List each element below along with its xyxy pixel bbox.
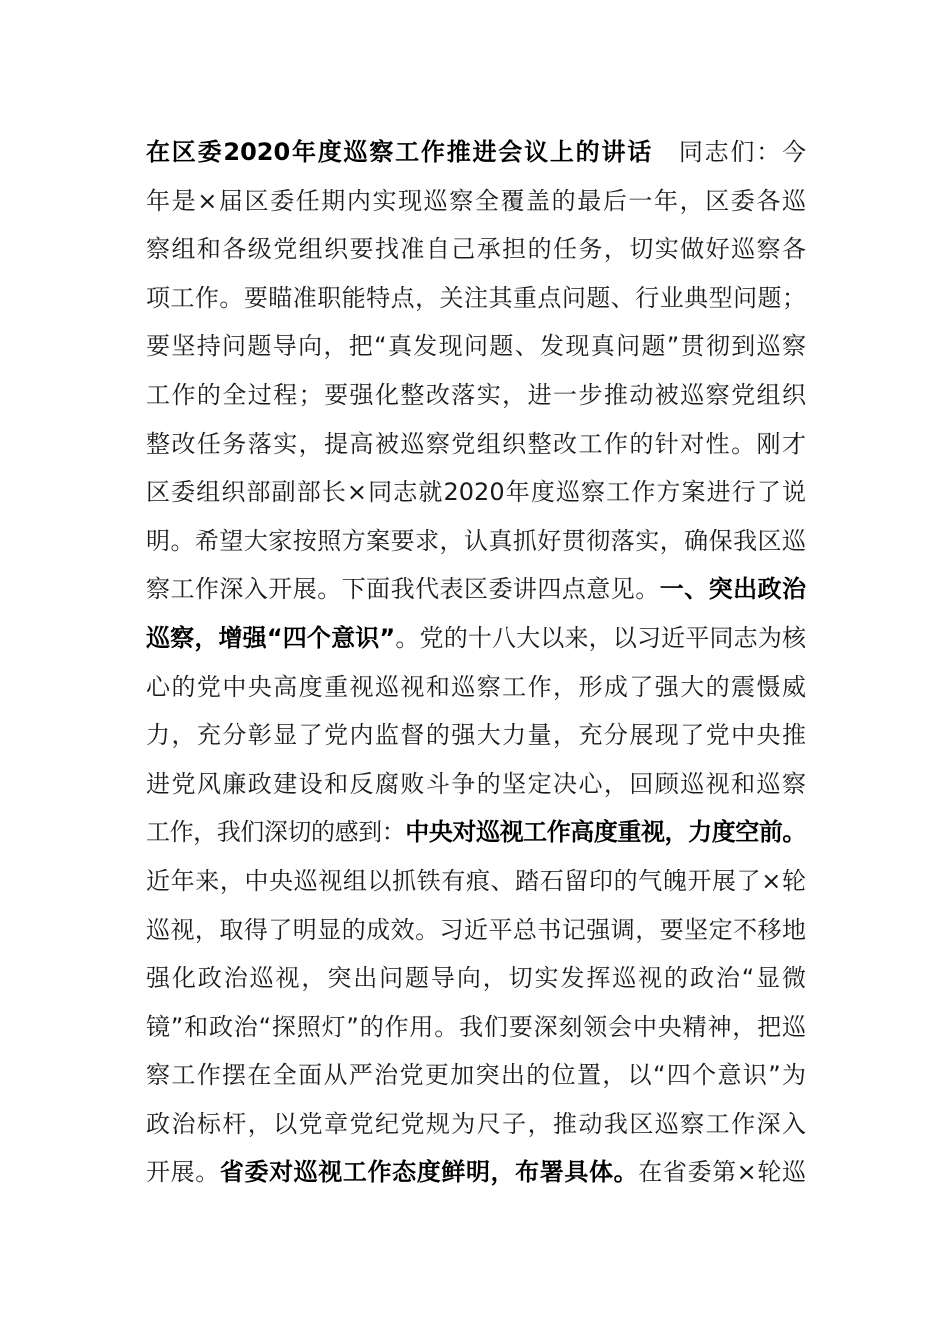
text-line (146, 322, 806, 371)
text-line (146, 1051, 806, 1100)
text-line (146, 517, 806, 566)
section-heading-1: 一、突出政治 (659, 575, 806, 604)
text-run: 明。希望大家按照方案要求，认真抓好贯彻落实，确保我区巡 (146, 526, 806, 555)
text-run: 区委组织部副部长×同志就2020年度巡察工作方案进行了说 (146, 478, 806, 507)
text-run: 政治标杆，以党章党纪党规为尺子，推动我区巡察工作深入 (146, 1109, 806, 1138)
bold-emphasis: 省委对巡视工作态度鲜明，布署具体。 (219, 1158, 639, 1187)
text-line (146, 225, 806, 274)
text-run: 心的党中央高度重视巡视和巡察工作，形成了强大的震慑威 (146, 672, 806, 701)
text-line (146, 760, 806, 809)
text-line (146, 614, 806, 663)
text-run: 察工作摆在全面从严治党更加突出的位置，以“四个意识”为 (146, 1061, 806, 1090)
text-run: 年是×届区委任期内实现巡察全覆盖的最后一年，区委各巡 (146, 186, 806, 215)
text-line (146, 857, 806, 906)
text-run: 整改任务落实，提高被巡察党组织整改工作的针对性。刚才 (146, 429, 806, 458)
text-run: 进党风廉政建设和反腐败斗争的坚定决心，回顾巡视和巡察 (146, 769, 806, 798)
text-run: 镜”和政治“探照灯”的作用。我们要深刻领会中央精神，把巡 (146, 1012, 806, 1041)
text-run: 近年来，中央巡视组以抓铁有痕、踏石留印的气魄开展了×轮 (146, 866, 806, 895)
text-run: 察工作深入开展。下面我代表区委讲四点意见。 (146, 575, 660, 604)
text-run: 。党的十八大以来，以习近平同志为核 (395, 623, 806, 652)
text-line (146, 954, 806, 1003)
text-line (146, 420, 806, 469)
text-run: 开展。 (146, 1158, 220, 1187)
speech-title: 在区委2020年度巡察工作推进会议上的讲话 (146, 138, 654, 166)
text-run: 工作的全过程；要强化整改落实，进一步推动被巡察党组织 (146, 380, 806, 409)
text-run: 巡视，取得了明显的成效。习近平总书记强调，要坚定不移地 (146, 915, 806, 944)
text-line (146, 565, 806, 614)
text-run: 察组和各级党组织要找准自己承担的任务，切实做好巡察各 (146, 235, 806, 264)
text-run: 要坚持问题导向，把“真发现问题、发现真问题”贯彻到巡察 (146, 332, 806, 361)
text-run: 力，充分彰显了党内监督的强大力量，充分展现了党中央推 (146, 721, 806, 750)
text-line (146, 177, 806, 226)
text-run: 工作，我们深切的感到： (146, 818, 406, 847)
text-line (146, 1003, 806, 1052)
section-heading-1-cont: 巡察，增强“四个意识” (146, 623, 396, 652)
text-line (146, 808, 806, 857)
text-run: 在省委第×轮巡 (638, 1158, 807, 1187)
text-line (146, 468, 806, 517)
speech-body-text (146, 128, 806, 1197)
text-line (146, 906, 806, 955)
text-run: 项工作。要瞄准职能特点，关注其重点问题、行业典型问题； (146, 283, 806, 312)
text-line (146, 274, 806, 323)
bold-emphasis: 中央对巡视工作高度重视，力度空前。 (405, 818, 806, 847)
text-run: 强化政治巡视，突出问题导向，切实发挥巡视的政治“显微 (146, 964, 806, 993)
text-line (146, 1100, 806, 1149)
text-line (146, 1148, 806, 1197)
text-line (146, 663, 806, 712)
text-line (146, 128, 806, 177)
text-line (146, 371, 806, 420)
text-line (146, 711, 806, 760)
text-run: 同志们：今 (653, 138, 807, 166)
